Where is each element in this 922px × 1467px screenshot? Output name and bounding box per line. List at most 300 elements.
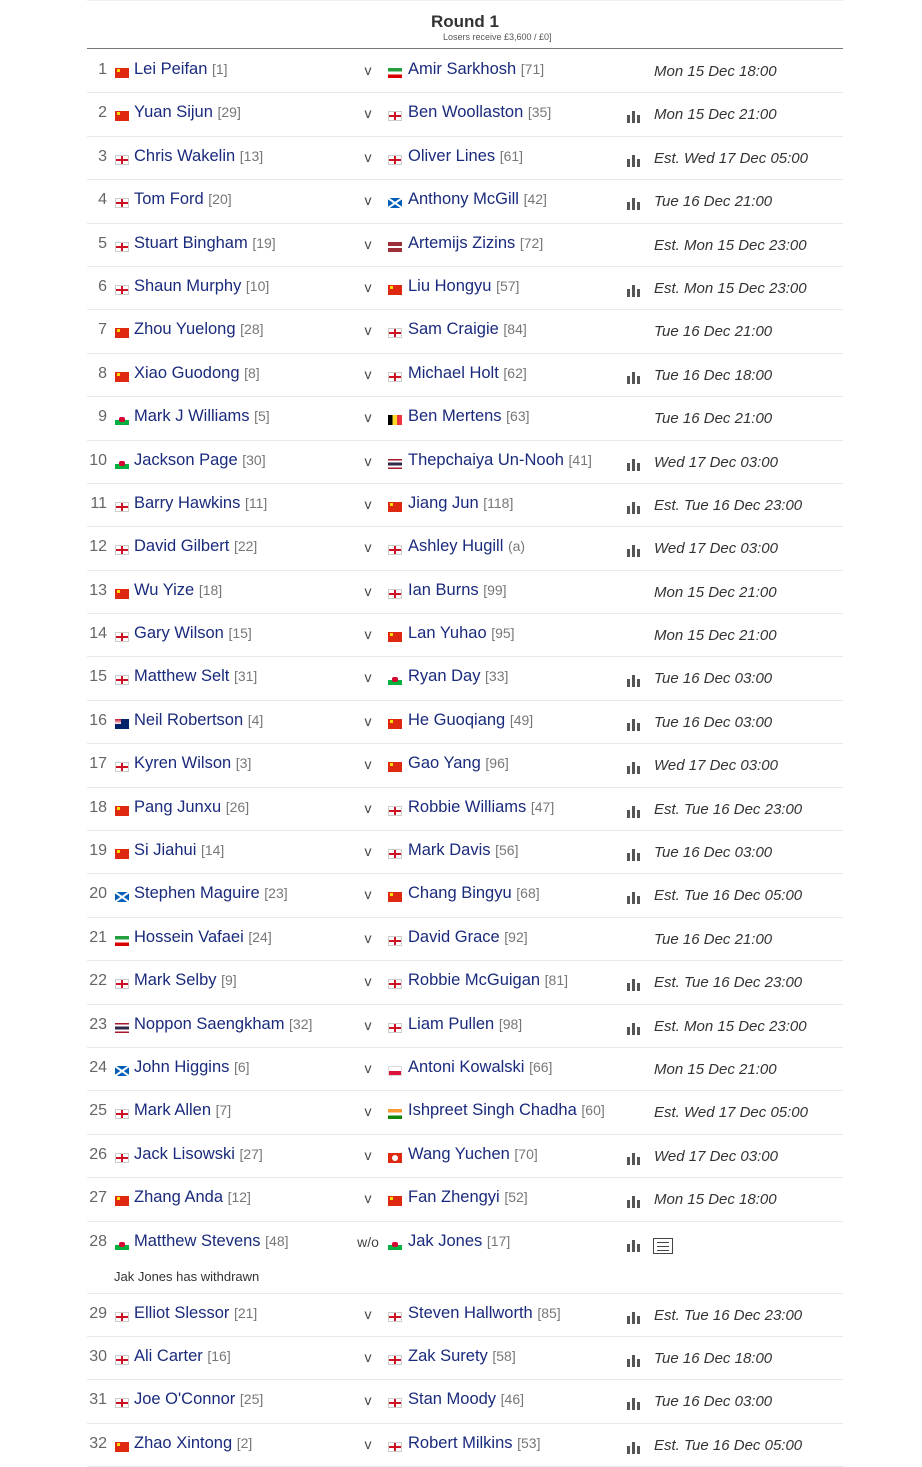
player2-link[interactable] bbox=[408, 451, 592, 470]
match-number: 32 bbox=[89, 1434, 107, 1452]
player1-name[interactable]: David Gilbert bbox=[134, 537, 230, 556]
round-title: Round 1 bbox=[431, 12, 499, 31]
player1-name[interactable]: Xiao Guodong bbox=[134, 363, 240, 382]
player2-link[interactable] bbox=[408, 1058, 552, 1077]
player2-seed: [66] bbox=[529, 1058, 553, 1075]
player1-seed: [8] bbox=[244, 364, 260, 381]
england-flag-icon bbox=[388, 1398, 402, 1408]
match-number: 14 bbox=[89, 625, 107, 643]
versus-label: v bbox=[364, 105, 372, 122]
broadcast-icon[interactable] bbox=[626, 1196, 642, 1208]
match-schedule: Tue 16 Dec 03:00 bbox=[654, 844, 773, 862]
player2-seed: [71] bbox=[520, 61, 545, 77]
england-flag-icon bbox=[388, 589, 402, 599]
player2-name[interactable]: Ben Mertens bbox=[408, 407, 502, 426]
player1-link[interactable] bbox=[134, 1058, 250, 1077]
match-row bbox=[87, 484, 843, 527]
player1-name[interactable]: Jack Lisowski bbox=[134, 1144, 235, 1163]
match-row bbox=[87, 354, 843, 397]
player2-seed: [53] bbox=[517, 1434, 541, 1451]
broadcast-icon[interactable] bbox=[626, 1355, 642, 1367]
china-flag-icon bbox=[115, 68, 129, 78]
match-schedule: Tue 16 Dec 21:00 bbox=[654, 410, 773, 428]
withdrawal-note: Jak Jones has withdrawn bbox=[114, 1268, 260, 1284]
england-flag-icon bbox=[115, 1312, 129, 1322]
broadcast-icon[interactable] bbox=[626, 545, 642, 557]
england-flag-icon bbox=[115, 242, 129, 252]
player2-name[interactable]: Wang Yuchen bbox=[408, 1144, 510, 1163]
player1-link[interactable] bbox=[134, 537, 257, 556]
match-list bbox=[87, 50, 843, 1467]
match-row bbox=[87, 397, 843, 440]
player2-name[interactable]: Ian Burns bbox=[408, 580, 479, 599]
match-row bbox=[87, 527, 843, 570]
player2-link[interactable] bbox=[408, 1232, 510, 1251]
player2-seed: [17] bbox=[486, 1232, 511, 1249]
broadcast-icon[interactable] bbox=[626, 806, 642, 818]
broadcast-icon[interactable] bbox=[626, 502, 642, 514]
broadcast-icon[interactable] bbox=[626, 979, 642, 991]
player1-seed: [28] bbox=[240, 321, 264, 338]
player1-name[interactable]: Hossein Vafaei bbox=[134, 927, 244, 946]
china-flag-icon bbox=[388, 719, 402, 729]
player2-link[interactable] bbox=[408, 624, 515, 643]
player1-name[interactable]: Joe O'Connor bbox=[134, 1390, 236, 1409]
match-number: 30 bbox=[89, 1347, 107, 1365]
match-schedule: Tue 16 Dec 21:00 bbox=[654, 323, 773, 341]
player1-name[interactable]: Stuart Bingham bbox=[134, 233, 248, 252]
thailand-flag-icon bbox=[388, 459, 402, 469]
match-schedule: Wed 17 Dec 03:00 bbox=[654, 757, 778, 775]
match-number: 18 bbox=[89, 798, 107, 816]
player2-name[interactable]: Gao Yang bbox=[408, 754, 481, 773]
australia-flag-icon bbox=[115, 719, 129, 729]
player1-seed: [27] bbox=[239, 1145, 263, 1162]
player1-link[interactable] bbox=[134, 1347, 231, 1366]
player2-seed: [46] bbox=[500, 1391, 525, 1408]
player1-link[interactable] bbox=[134, 60, 228, 79]
england-flag-icon bbox=[115, 762, 129, 772]
england-flag-icon bbox=[388, 372, 402, 382]
player2-link[interactable] bbox=[408, 190, 547, 209]
player1-link[interactable] bbox=[134, 407, 270, 426]
broadcast-icon[interactable] bbox=[626, 285, 642, 297]
player2-link[interactable] bbox=[408, 320, 527, 339]
match-schedule: Est. Mon 15 Dec 23:00 bbox=[654, 1017, 807, 1035]
player1-link[interactable] bbox=[134, 494, 267, 513]
match-row bbox=[87, 1091, 843, 1134]
player1-name[interactable]: Neil Robertson bbox=[134, 710, 244, 729]
latvia-flag-icon bbox=[388, 242, 402, 252]
england-flag-icon bbox=[388, 1312, 402, 1322]
player1-seed: [32] bbox=[289, 1015, 313, 1032]
player2-seed: [33] bbox=[485, 668, 509, 685]
player1-link[interactable] bbox=[134, 624, 252, 643]
match-row bbox=[87, 744, 843, 787]
versus-label: v bbox=[364, 278, 372, 295]
england-flag-icon bbox=[388, 1023, 402, 1033]
match-row bbox=[87, 701, 843, 744]
match-schedule: Est. Tue 16 Dec 23:00 bbox=[654, 800, 803, 818]
player1-name[interactable]: Zhou Yuelong bbox=[134, 320, 236, 339]
player2-name[interactable]: Stan Moody bbox=[408, 1390, 497, 1409]
player1-seed: [18] bbox=[198, 581, 223, 598]
versus-label: v bbox=[364, 973, 372, 990]
player2-link[interactable] bbox=[408, 1145, 538, 1164]
player2-name[interactable]: Jiang Jun bbox=[408, 493, 479, 512]
versus-label: v bbox=[364, 843, 372, 860]
player2-link[interactable] bbox=[408, 494, 513, 513]
player2-name[interactable]: Lan Yuhao bbox=[408, 624, 487, 643]
player1-name[interactable]: Wu Yize bbox=[134, 580, 195, 599]
player1-seed: [25] bbox=[239, 1391, 264, 1408]
match-row bbox=[87, 1294, 843, 1337]
player2-link[interactable] bbox=[408, 581, 507, 600]
player2-link[interactable] bbox=[408, 103, 551, 122]
player1-link[interactable] bbox=[134, 277, 269, 296]
player1-name[interactable]: Matthew Stevens bbox=[134, 1231, 261, 1250]
match-row bbox=[87, 918, 843, 961]
china-flag-icon bbox=[115, 589, 129, 599]
china-flag-icon bbox=[388, 632, 402, 642]
player1-name[interactable]: Kyren Wilson bbox=[134, 754, 232, 773]
player2-seed: [35] bbox=[527, 104, 552, 121]
versus-label: v bbox=[364, 1392, 372, 1409]
player1-link[interactable] bbox=[134, 1015, 312, 1034]
wales-flag-icon bbox=[115, 459, 129, 469]
broadcast-icon[interactable] bbox=[626, 111, 642, 123]
player2-name[interactable]: Mark Davis bbox=[408, 841, 491, 860]
player2-link[interactable] bbox=[408, 60, 544, 79]
player2-link[interactable] bbox=[408, 754, 509, 773]
player2-link[interactable] bbox=[408, 841, 518, 860]
player2-name[interactable]: Chang Bingyu bbox=[408, 884, 512, 903]
broadcast-icon[interactable] bbox=[626, 1023, 642, 1035]
player2-link[interactable] bbox=[408, 1390, 524, 1409]
player2-name[interactable]: Ben Woollaston bbox=[408, 103, 524, 122]
player1-link[interactable] bbox=[134, 1101, 231, 1120]
match-number: 22 bbox=[89, 972, 107, 990]
england-flag-icon bbox=[388, 1355, 402, 1365]
player2-link[interactable] bbox=[408, 364, 527, 383]
player1-name[interactable]: Mark J Williams bbox=[134, 407, 250, 426]
player1-name[interactable]: Lei Peifan bbox=[134, 60, 208, 78]
player1-link[interactable] bbox=[134, 841, 224, 860]
player2-name[interactable]: Fan Zhengyi bbox=[408, 1188, 500, 1207]
player2-link[interactable] bbox=[408, 971, 568, 990]
match-schedule: Wed 17 Dec 03:00 bbox=[654, 1147, 778, 1165]
match-number: 11 bbox=[90, 494, 107, 512]
england-flag-icon bbox=[388, 806, 402, 816]
player2-link[interactable] bbox=[408, 928, 528, 947]
player1-link[interactable] bbox=[134, 451, 266, 470]
broadcast-icon[interactable] bbox=[626, 198, 642, 210]
match-row bbox=[87, 657, 843, 700]
belgium-flag-icon bbox=[388, 415, 402, 425]
player1-name[interactable]: Chris Wakelin bbox=[134, 146, 236, 165]
player1-seed: [21] bbox=[233, 1304, 258, 1321]
player2-link[interactable] bbox=[408, 798, 554, 817]
player1-name[interactable]: Yuan Sijun bbox=[134, 103, 213, 122]
match-schedule: Wed 17 Dec 03:00 bbox=[654, 540, 778, 558]
player2-name[interactable]: He Guoqiang bbox=[408, 710, 506, 729]
player1-seed: [31] bbox=[233, 668, 258, 685]
player1-name[interactable]: Elliot Slessor bbox=[134, 1303, 230, 1322]
versus-label: v bbox=[364, 148, 372, 165]
player1-seed: [20] bbox=[208, 191, 232, 208]
player2-name[interactable]: Jak Jones bbox=[408, 1231, 483, 1250]
player1-link[interactable] bbox=[134, 928, 272, 947]
match-schedule: Tue 16 Dec 18:00 bbox=[654, 1349, 773, 1367]
broadcast-icon[interactable] bbox=[626, 719, 642, 731]
player1-link[interactable] bbox=[134, 364, 260, 383]
player1-seed: [6] bbox=[233, 1058, 250, 1075]
player2-seed: [118] bbox=[483, 494, 514, 511]
player2-link[interactable] bbox=[408, 1188, 528, 1207]
china-flag-icon bbox=[388, 892, 402, 902]
versus-label: v bbox=[364, 756, 372, 773]
player2-seed: [98] bbox=[498, 1015, 523, 1032]
player1-link[interactable] bbox=[134, 103, 241, 122]
england-flag-icon bbox=[115, 545, 129, 555]
player1-name[interactable]: Zhang Anda bbox=[134, 1188, 223, 1207]
match-number: 19 bbox=[89, 842, 107, 860]
player2-link[interactable] bbox=[408, 277, 519, 296]
player1-name[interactable]: Noppon Saengkham bbox=[134, 1014, 285, 1033]
match-number: 21 bbox=[89, 928, 107, 946]
player1-name[interactable]: Pang Junxu bbox=[134, 797, 222, 816]
player2-link[interactable] bbox=[408, 667, 508, 686]
player1-name[interactable]: Zhao Xintong bbox=[134, 1433, 233, 1452]
broadcast-icon[interactable] bbox=[626, 372, 642, 384]
player1-name[interactable]: Mark Allen bbox=[134, 1101, 212, 1120]
round-prize-money: Losers receive £3,600 / £0] bbox=[443, 32, 552, 42]
match-number: 17 bbox=[89, 755, 107, 773]
match-row bbox=[87, 1222, 843, 1294]
player1-seed: [10] bbox=[245, 277, 270, 294]
player2-link[interactable] bbox=[408, 537, 525, 556]
player2-seed: [95] bbox=[491, 625, 515, 642]
match-number: 4 bbox=[98, 191, 107, 209]
player1-name[interactable]: Ali Carter bbox=[134, 1346, 203, 1365]
match-number: 24 bbox=[89, 1058, 107, 1076]
player2-name[interactable]: Oliver Lines bbox=[408, 146, 496, 165]
player1-name[interactable]: Matthew Selt bbox=[134, 667, 230, 686]
china-flag-icon bbox=[115, 849, 129, 859]
versus-label: v bbox=[364, 1059, 372, 1076]
player1-link[interactable] bbox=[134, 1390, 263, 1409]
player2-seed: [58] bbox=[492, 1347, 516, 1364]
versus-label: v bbox=[364, 452, 372, 469]
player2-name[interactable]: David Grace bbox=[408, 927, 500, 946]
player2-seed: [42] bbox=[523, 191, 547, 208]
china-flag-icon bbox=[388, 285, 402, 295]
player2-name[interactable]: Amir Sarkhosh bbox=[408, 60, 517, 78]
match-row bbox=[87, 1135, 843, 1178]
versus-label: v bbox=[364, 1348, 372, 1365]
match-number: 13 bbox=[89, 581, 107, 599]
player2-seed: [57] bbox=[496, 277, 520, 294]
player2-name[interactable]: Ashley Hugill bbox=[408, 537, 504, 556]
player2-seed: [62] bbox=[503, 364, 527, 381]
player1-link[interactable] bbox=[134, 147, 263, 166]
match-schedule: Est. Wed 17 Dec 05:00 bbox=[654, 1104, 808, 1122]
match-row bbox=[87, 874, 843, 917]
match-row bbox=[87, 961, 843, 1004]
player1-link[interactable] bbox=[134, 971, 237, 990]
match-schedule: Wed 17 Dec 03:00 bbox=[654, 453, 778, 471]
player2-name[interactable]: Zak Surety bbox=[408, 1346, 488, 1365]
player1-name[interactable]: John Higgins bbox=[134, 1057, 230, 1076]
player1-link[interactable] bbox=[134, 1232, 289, 1251]
player1-seed: [9] bbox=[221, 972, 237, 989]
player1-link[interactable] bbox=[134, 234, 276, 253]
player2-name[interactable]: Thepchaiya Un-Nooh bbox=[408, 450, 564, 469]
player1-seed: [22] bbox=[233, 538, 258, 555]
player2-name[interactable]: Robbie Williams bbox=[408, 797, 527, 816]
broadcast-icon[interactable] bbox=[626, 849, 642, 861]
player2-name[interactable]: Liu Hongyu bbox=[408, 276, 492, 295]
player2-link[interactable] bbox=[408, 884, 540, 903]
versus-label: v bbox=[364, 539, 372, 556]
player2-name[interactable]: Ryan Day bbox=[408, 667, 481, 686]
player1-link[interactable] bbox=[134, 1145, 263, 1164]
player1-name[interactable]: Tom Ford bbox=[134, 190, 204, 209]
player2-seed: [61] bbox=[499, 147, 524, 164]
match-schedule: Mon 15 Dec 21:00 bbox=[654, 1060, 777, 1078]
scotland-flag-icon bbox=[388, 198, 402, 208]
player2-name[interactable]: Steven Hallworth bbox=[408, 1303, 533, 1322]
player1-link[interactable] bbox=[134, 1188, 251, 1207]
match-number: 8 bbox=[98, 364, 107, 382]
broadcast-icon[interactable] bbox=[626, 762, 642, 774]
player1-link[interactable] bbox=[134, 667, 257, 686]
england-flag-icon bbox=[388, 328, 402, 338]
match-schedule: Mon 15 Dec 21:00 bbox=[654, 106, 777, 124]
match-schedule: Mon 15 Dec 21:00 bbox=[654, 583, 777, 601]
player2-seed: [99] bbox=[483, 581, 507, 598]
player1-seed: [4] bbox=[247, 711, 264, 728]
player1-seed: [15] bbox=[228, 625, 252, 642]
player1-seed: [1] bbox=[211, 61, 228, 77]
player2-name[interactable]: Robert Milkins bbox=[408, 1433, 513, 1452]
broadcast-icon[interactable] bbox=[626, 459, 642, 471]
broadcast-icon[interactable] bbox=[626, 675, 642, 687]
broadcast-icon[interactable] bbox=[626, 155, 642, 167]
player2-name[interactable]: Sam Craigie bbox=[408, 320, 499, 339]
player2-name[interactable]: Artemijs Zizins bbox=[408, 233, 516, 252]
player2-link[interactable] bbox=[408, 711, 533, 730]
player1-name[interactable]: Barry Hawkins bbox=[134, 493, 241, 512]
player2-link[interactable] bbox=[408, 1347, 516, 1366]
match-schedule: Mon 15 Dec 21:00 bbox=[654, 627, 777, 645]
versus-label: v bbox=[364, 62, 372, 78]
player1-link[interactable] bbox=[134, 1304, 257, 1323]
match-row bbox=[87, 310, 843, 353]
versus-label: v bbox=[364, 669, 372, 686]
broadcast-icon[interactable] bbox=[626, 1312, 642, 1324]
china-flag-icon bbox=[115, 1196, 129, 1206]
england-flag-icon bbox=[388, 849, 402, 859]
player2-name[interactable]: Michael Holt bbox=[408, 363, 499, 382]
player2-link[interactable] bbox=[408, 1015, 522, 1034]
england-flag-icon bbox=[115, 285, 129, 295]
player1-name[interactable]: Shaun Murphy bbox=[134, 276, 242, 295]
broadcast-icon[interactable] bbox=[626, 1240, 642, 1252]
broadcast-icon[interactable] bbox=[626, 1398, 642, 1410]
player2-link[interactable] bbox=[408, 1304, 561, 1323]
hongkong-flag-icon bbox=[388, 1153, 402, 1163]
match-number: 29 bbox=[89, 1304, 107, 1322]
player1-link[interactable] bbox=[134, 711, 263, 730]
player1-seed: [14] bbox=[200, 842, 225, 859]
broadcast-icon[interactable] bbox=[626, 1442, 642, 1454]
england-flag-icon bbox=[115, 155, 129, 165]
england-flag-icon bbox=[115, 198, 129, 208]
player1-name[interactable]: Si Jiahui bbox=[134, 841, 197, 860]
versus-label: v bbox=[364, 799, 372, 816]
broadcast-icon[interactable] bbox=[626, 1153, 642, 1165]
player2-name[interactable]: Antoni Kowalski bbox=[408, 1057, 525, 1076]
poland-flag-icon bbox=[388, 1066, 402, 1076]
match-schedule: Est. Mon 15 Dec 23:00 bbox=[654, 279, 807, 297]
player1-link[interactable] bbox=[134, 798, 249, 817]
match-number: 20 bbox=[89, 885, 107, 903]
match-number: 10 bbox=[89, 451, 107, 469]
england-flag-icon bbox=[388, 155, 402, 165]
player2-link[interactable] bbox=[408, 147, 523, 166]
player1-name[interactable]: Mark Selby bbox=[134, 971, 217, 990]
versus-label: v bbox=[364, 582, 372, 599]
england-flag-icon bbox=[388, 936, 402, 946]
player1-seed: [23] bbox=[264, 885, 288, 902]
player1-link[interactable] bbox=[134, 884, 288, 903]
england-flag-icon bbox=[115, 1153, 129, 1163]
england-flag-icon bbox=[115, 675, 129, 685]
player1-link[interactable] bbox=[134, 581, 222, 600]
player1-link[interactable] bbox=[134, 190, 232, 209]
broadcast-icon[interactable] bbox=[626, 892, 642, 904]
player1-link[interactable] bbox=[134, 320, 264, 339]
china-flag-icon bbox=[115, 111, 129, 121]
england-flag-icon bbox=[115, 979, 129, 989]
versus-label: v bbox=[364, 1190, 372, 1207]
player2-name[interactable]: Robbie McGuigan bbox=[408, 971, 541, 990]
match-schedule: Tue 16 Dec 18:00 bbox=[654, 366, 773, 384]
match-number: 26 bbox=[89, 1145, 107, 1163]
player2-link[interactable] bbox=[408, 1101, 605, 1120]
player2-name[interactable]: Anthony McGill bbox=[408, 190, 519, 209]
top-divider bbox=[87, 0, 843, 1]
player1-link[interactable] bbox=[134, 754, 251, 773]
player1-name[interactable]: Gary Wilson bbox=[134, 624, 224, 643]
player2-name[interactable]: Liam Pullen bbox=[408, 1014, 495, 1033]
player2-name[interactable]: Ishpreet Singh Chadha bbox=[408, 1101, 577, 1120]
player2-seed: [56] bbox=[495, 842, 519, 859]
iran-flag-icon bbox=[115, 936, 129, 946]
england-flag-icon bbox=[388, 979, 402, 989]
versus-label: v bbox=[364, 495, 372, 512]
player2-link[interactable] bbox=[408, 234, 543, 253]
player2-seed: [47] bbox=[530, 798, 555, 815]
player1-name[interactable]: Stephen Maguire bbox=[134, 884, 260, 903]
match-report-icon[interactable] bbox=[653, 1238, 673, 1254]
player2-seed: [85] bbox=[537, 1304, 561, 1321]
player2-link[interactable] bbox=[408, 407, 530, 426]
player1-name[interactable]: Jackson Page bbox=[134, 450, 238, 469]
player2-seed: [49] bbox=[509, 711, 534, 728]
match-number: 9 bbox=[98, 408, 107, 426]
